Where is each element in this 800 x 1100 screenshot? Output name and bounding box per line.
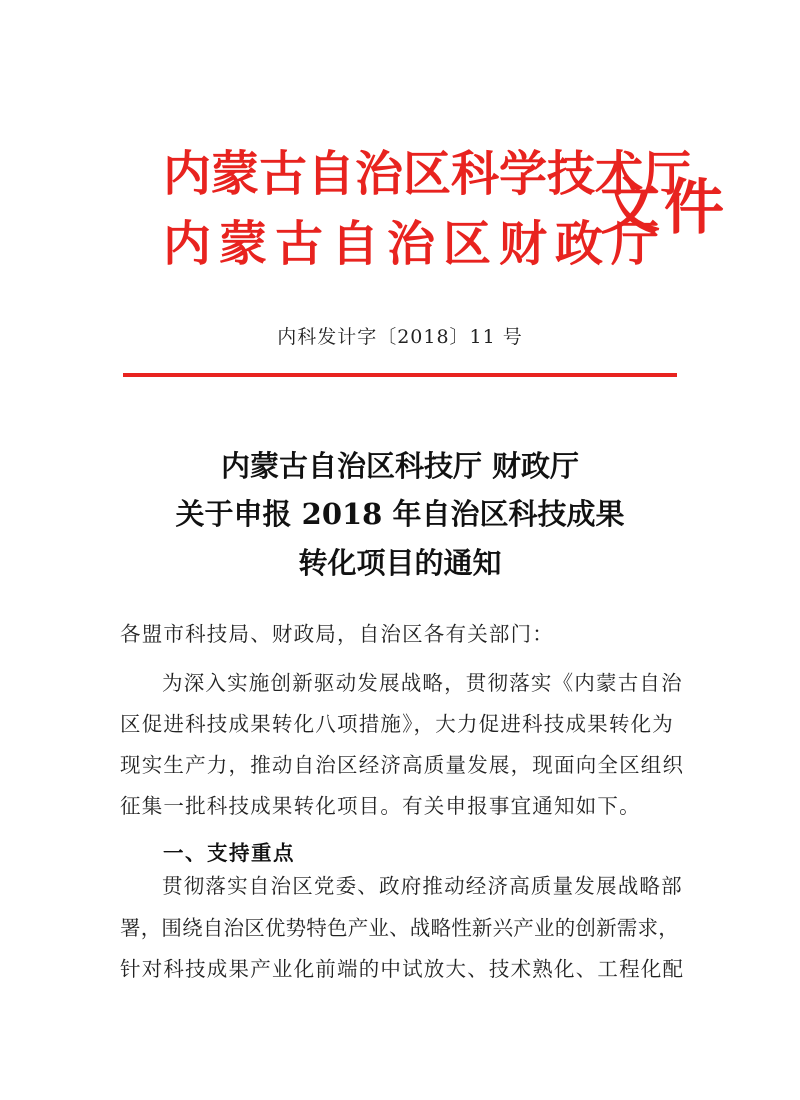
paragraph-1-line-1: 为深入实施创新驱动发展战略，贯彻落实《内蒙古自治 <box>162 671 683 695</box>
issuer-suffix: 文件 <box>600 173 728 243</box>
paragraph-1-line-2: 区促进科技成果转化八项措施》，大力促进科技成果转化为 <box>120 712 674 736</box>
salutation: 各盟市科技局、财政局，自治区各有关部门： <box>120 622 554 646</box>
title-line-3: 转化项目的通知 <box>298 546 502 580</box>
paragraph-2-line-3: 针对科技成果产业化前端的中试放大、技术熟化、工程化配 <box>120 957 685 981</box>
document-number: 内科发计字〔2018〕11 号 <box>277 326 523 348</box>
red-divider-rule <box>123 373 677 377</box>
paragraph-2-line-2: 署，围绕自治区优势特色产业、战略性新兴产业的创新需求， <box>120 916 679 940</box>
issuer-line-1: 内蒙古自治区科学技术厅 <box>163 146 692 202</box>
issuer-line-2: 内蒙古自治区财政厅 <box>163 216 668 272</box>
paragraph-1-line-4: 征集一批科技成果转化项目。有关申报事宜通知如下。 <box>120 794 641 818</box>
title-line-2: 关于申报 2018 年自治区科技成果 <box>175 497 625 531</box>
section-1-heading: 一、支持重点 <box>163 841 295 865</box>
title-line-1: 内蒙古自治区科技厅 财政厅 <box>220 449 580 483</box>
paragraph-1-line-3: 现实生产力，推动自治区经济高质量发展，现面向全区组织 <box>120 753 685 777</box>
paragraph-2-line-1: 贯彻落实自治区党委、政府推动经济高质量发展战略部 <box>162 874 683 898</box>
